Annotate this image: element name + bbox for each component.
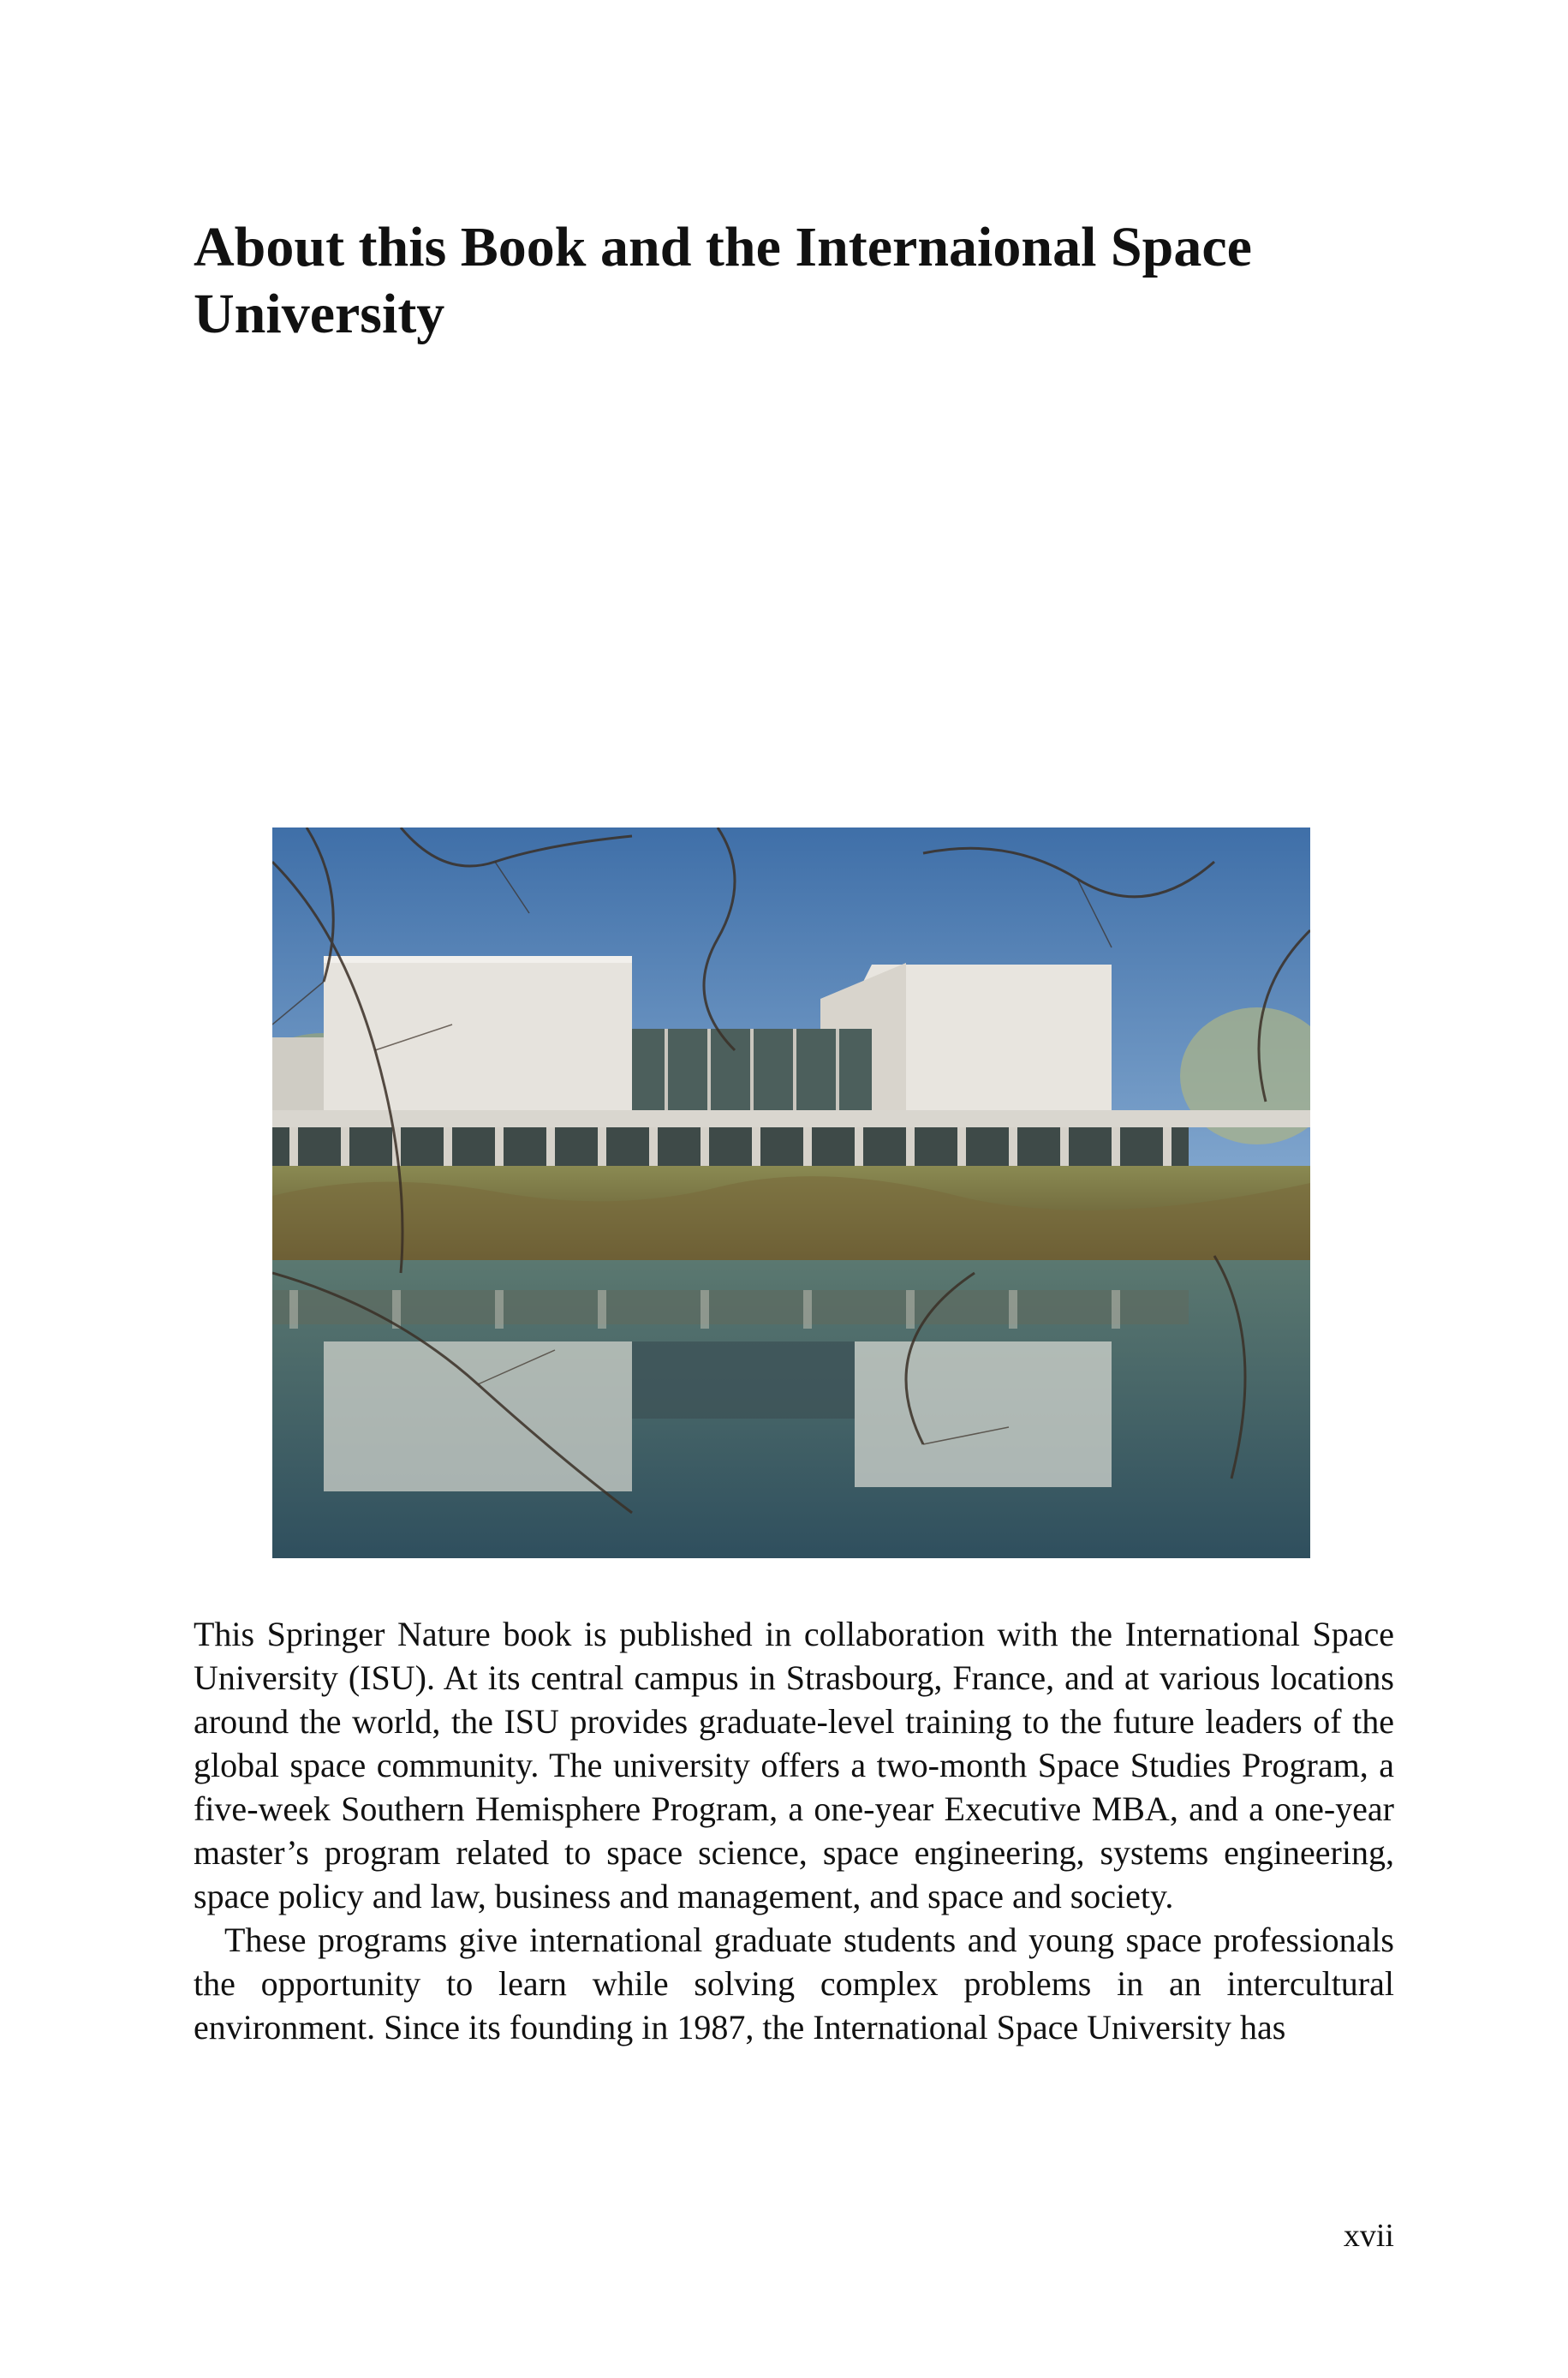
campus-photo	[272, 828, 1310, 1558]
campus-photo-illustration	[272, 828, 1310, 1558]
page-number: xvii	[1343, 2218, 1394, 2254]
body-text	[194, 1612, 1394, 2049]
paragraph: These programs give international graduate students and young space professionals the opportunity to learn while solving complex problems in an intercultural environment. Since its founding in 1987, the International Space University has	[194, 1921, 1394, 2046]
page-title: About this Book and the Internaional Space University	[194, 216, 1252, 345]
paragraph: This Springer Nature book is published in collaboration with the International Space University (ISU). At its central campus in Strasbourg, France, and at various locations around the world, the ISU provides graduate-level training to the future leaders of the global space community. The university offers a two-month Space Studies Program, a five-week Southern Hemisphere Program, a one-year Executive MBA, and a one-year master’s program related to space science, space engineering, systems engineering, space policy and law, business and management, and space and society.	[194, 1615, 1394, 1915]
